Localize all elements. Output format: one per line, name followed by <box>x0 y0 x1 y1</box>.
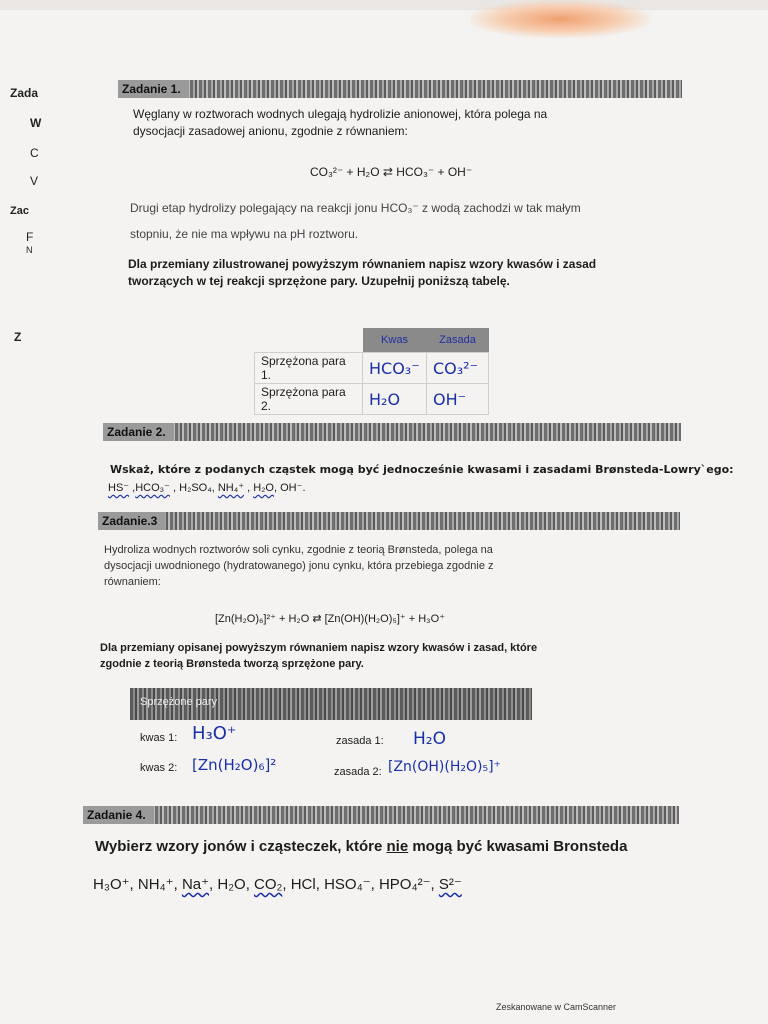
margin-fragment: F <box>26 230 34 244</box>
task3-intro: dysocjacji uwodnionego (hydratowanego) jonu cynku, która przebiega zgodnie z <box>104 560 494 572</box>
task1-title: Zadanie 1. <box>118 80 189 98</box>
particle-item: CO₂ <box>254 876 283 893</box>
task3-header-bar <box>98 512 680 530</box>
particle-item: H₂O <box>217 876 246 893</box>
base-answer: OH⁻ <box>427 384 489 415</box>
scanner-footer: Zeskanowane w CamScanner <box>496 1002 617 1012</box>
task1-header-bar <box>118 80 682 98</box>
table-row <box>255 384 489 415</box>
acid1-answer: H₃O⁺ <box>192 723 237 744</box>
scan-top-strip <box>0 0 768 10</box>
particle-item: HCl <box>290 876 316 893</box>
acid-answer: H₂O <box>363 384 427 415</box>
separator: , <box>169 482 180 494</box>
task2-question: Wskaż, które z podanych cząstek mogą być jednocześnie kwasami i zasadami Brønsteda-Lowry`ego: <box>110 463 734 476</box>
particle-item: OH⁻ <box>280 482 303 494</box>
separator: . <box>302 482 306 494</box>
particle-item: S²⁻ <box>438 876 462 893</box>
row-label: Sprzężona para 2. <box>255 384 363 415</box>
task4-header-bar <box>83 806 679 824</box>
separator: , <box>173 876 182 893</box>
acid1-label: kwas 1: <box>140 732 178 744</box>
table-head-base: Zasada <box>427 328 489 353</box>
pairs-header-label: Sprzężone pary <box>140 696 218 708</box>
separator: , <box>245 876 255 893</box>
separator: , <box>129 876 138 893</box>
particle-item: HCO₃⁻ <box>135 482 170 494</box>
task3-title: Zadanie.3 <box>98 512 165 530</box>
task1-instruction: Dla przemiany zilustrowanej powyższym równaniem napisz wzory kwasów i zasad <box>128 257 597 271</box>
separator: , <box>430 876 439 893</box>
task3-equation: [Zn(H₂O)₆]²⁺ + H₂O ⇄ [Zn(OH)(H₂O)₅]⁺ + H₃O⁺ <box>215 613 446 625</box>
task2-items <box>108 480 306 496</box>
task1-intro: Węglany w roztworach wodnych ulegają hydrolizie anionowej, która polega na <box>133 107 548 121</box>
separator: , <box>282 876 291 893</box>
separator: , <box>274 482 281 494</box>
table-row <box>255 353 489 384</box>
task1-note: Drugi etap hydrolizy polegający na reakcji jonu HCO₃⁻ z wodą zachodzi w tak małym <box>130 201 581 215</box>
margin-fragment: Zac <box>10 205 29 217</box>
separator: , <box>129 482 136 494</box>
task1-note: stopniu, że nie ma wpływu na pH roztworu. <box>130 227 359 241</box>
particle-item: NH₄⁺ <box>137 876 174 893</box>
margin-fragment: V <box>30 174 39 188</box>
task3-intro: równaniem: <box>104 576 161 588</box>
task1-instruction: tworzących w tej reakcji sprzężone pary. Uzupełnij poniższą tabelę. <box>128 274 510 288</box>
acid2-answer: [Zn(H₂O)₆]² <box>192 756 277 774</box>
particle-item: H₃O⁺ <box>93 876 130 893</box>
particle-item: Na⁺ <box>181 876 210 893</box>
task1-intro: dysocjacji zasadowej anionu, zgodnie z równaniem: <box>133 124 408 138</box>
particle-item: HS⁻ <box>108 482 130 494</box>
task2-header-bar <box>103 423 681 441</box>
separator: , <box>211 482 218 494</box>
particle-item: HPO₄²⁻ <box>378 876 431 893</box>
task3-instruction: Dla przemiany opisanej powyższym równaniem napisz wzory kwasów i zasad, które <box>100 642 538 654</box>
task1-equation: CO₃²⁻ + H₂O ⇄ HCO₃⁻ + OH⁻ <box>310 165 473 179</box>
task4-question <box>95 837 627 857</box>
task3-pairs-header <box>130 688 532 720</box>
particle-item: H₂SO₄ <box>179 482 212 494</box>
margin-fragment: Z <box>14 330 22 344</box>
table-head-acid: Kwas <box>363 328 427 353</box>
base2-answer: [Zn(OH)(H₂O)₅]⁺ <box>388 759 501 775</box>
q-part: mogą być kwasami Bronsteda <box>408 838 628 855</box>
separator: , <box>370 876 379 893</box>
q-part: Wybierz wzory jonów i cząsteczek, które <box>95 838 387 855</box>
margin-fragment: W <box>30 116 42 130</box>
task4-title: Zadanie 4. <box>83 806 154 824</box>
scan-smudge <box>470 0 650 38</box>
separator: , <box>315 876 325 893</box>
base-answer: CO₃²⁻ <box>427 353 489 384</box>
base2-label: zasada 2: <box>334 766 382 778</box>
separator: , <box>244 482 254 494</box>
task3-instruction: zgodnie z teorią Brønsteda tworzą sprzężone pary. <box>100 658 364 670</box>
margin-fragment: Zada <box>10 86 39 100</box>
task2-title: Zadanie 2. <box>103 423 174 441</box>
base1-answer: H₂O <box>413 729 446 749</box>
q-emphasis: nie <box>386 838 409 855</box>
margin-fragment: C <box>30 146 39 160</box>
task4-items <box>93 874 462 896</box>
task1-pairs-table <box>254 328 489 415</box>
acid2-label: kwas 2: <box>140 762 178 774</box>
particle-item: H₂O <box>253 482 274 494</box>
base1-label: zasada 1: <box>336 735 384 747</box>
particle-item: NH₄⁺ <box>217 482 245 494</box>
particle-item: HSO₄⁻ <box>324 876 371 893</box>
task3-intro: Hydroliza wodnych roztworów soli cynku, zgodnie z teorią Brønsteda, polega na <box>104 544 493 556</box>
margin-fragment: N <box>26 245 33 255</box>
row-label: Sprzężona para 1. <box>255 353 363 384</box>
separator: , <box>209 876 218 893</box>
acid-answer: HCO₃⁻ <box>363 353 427 384</box>
